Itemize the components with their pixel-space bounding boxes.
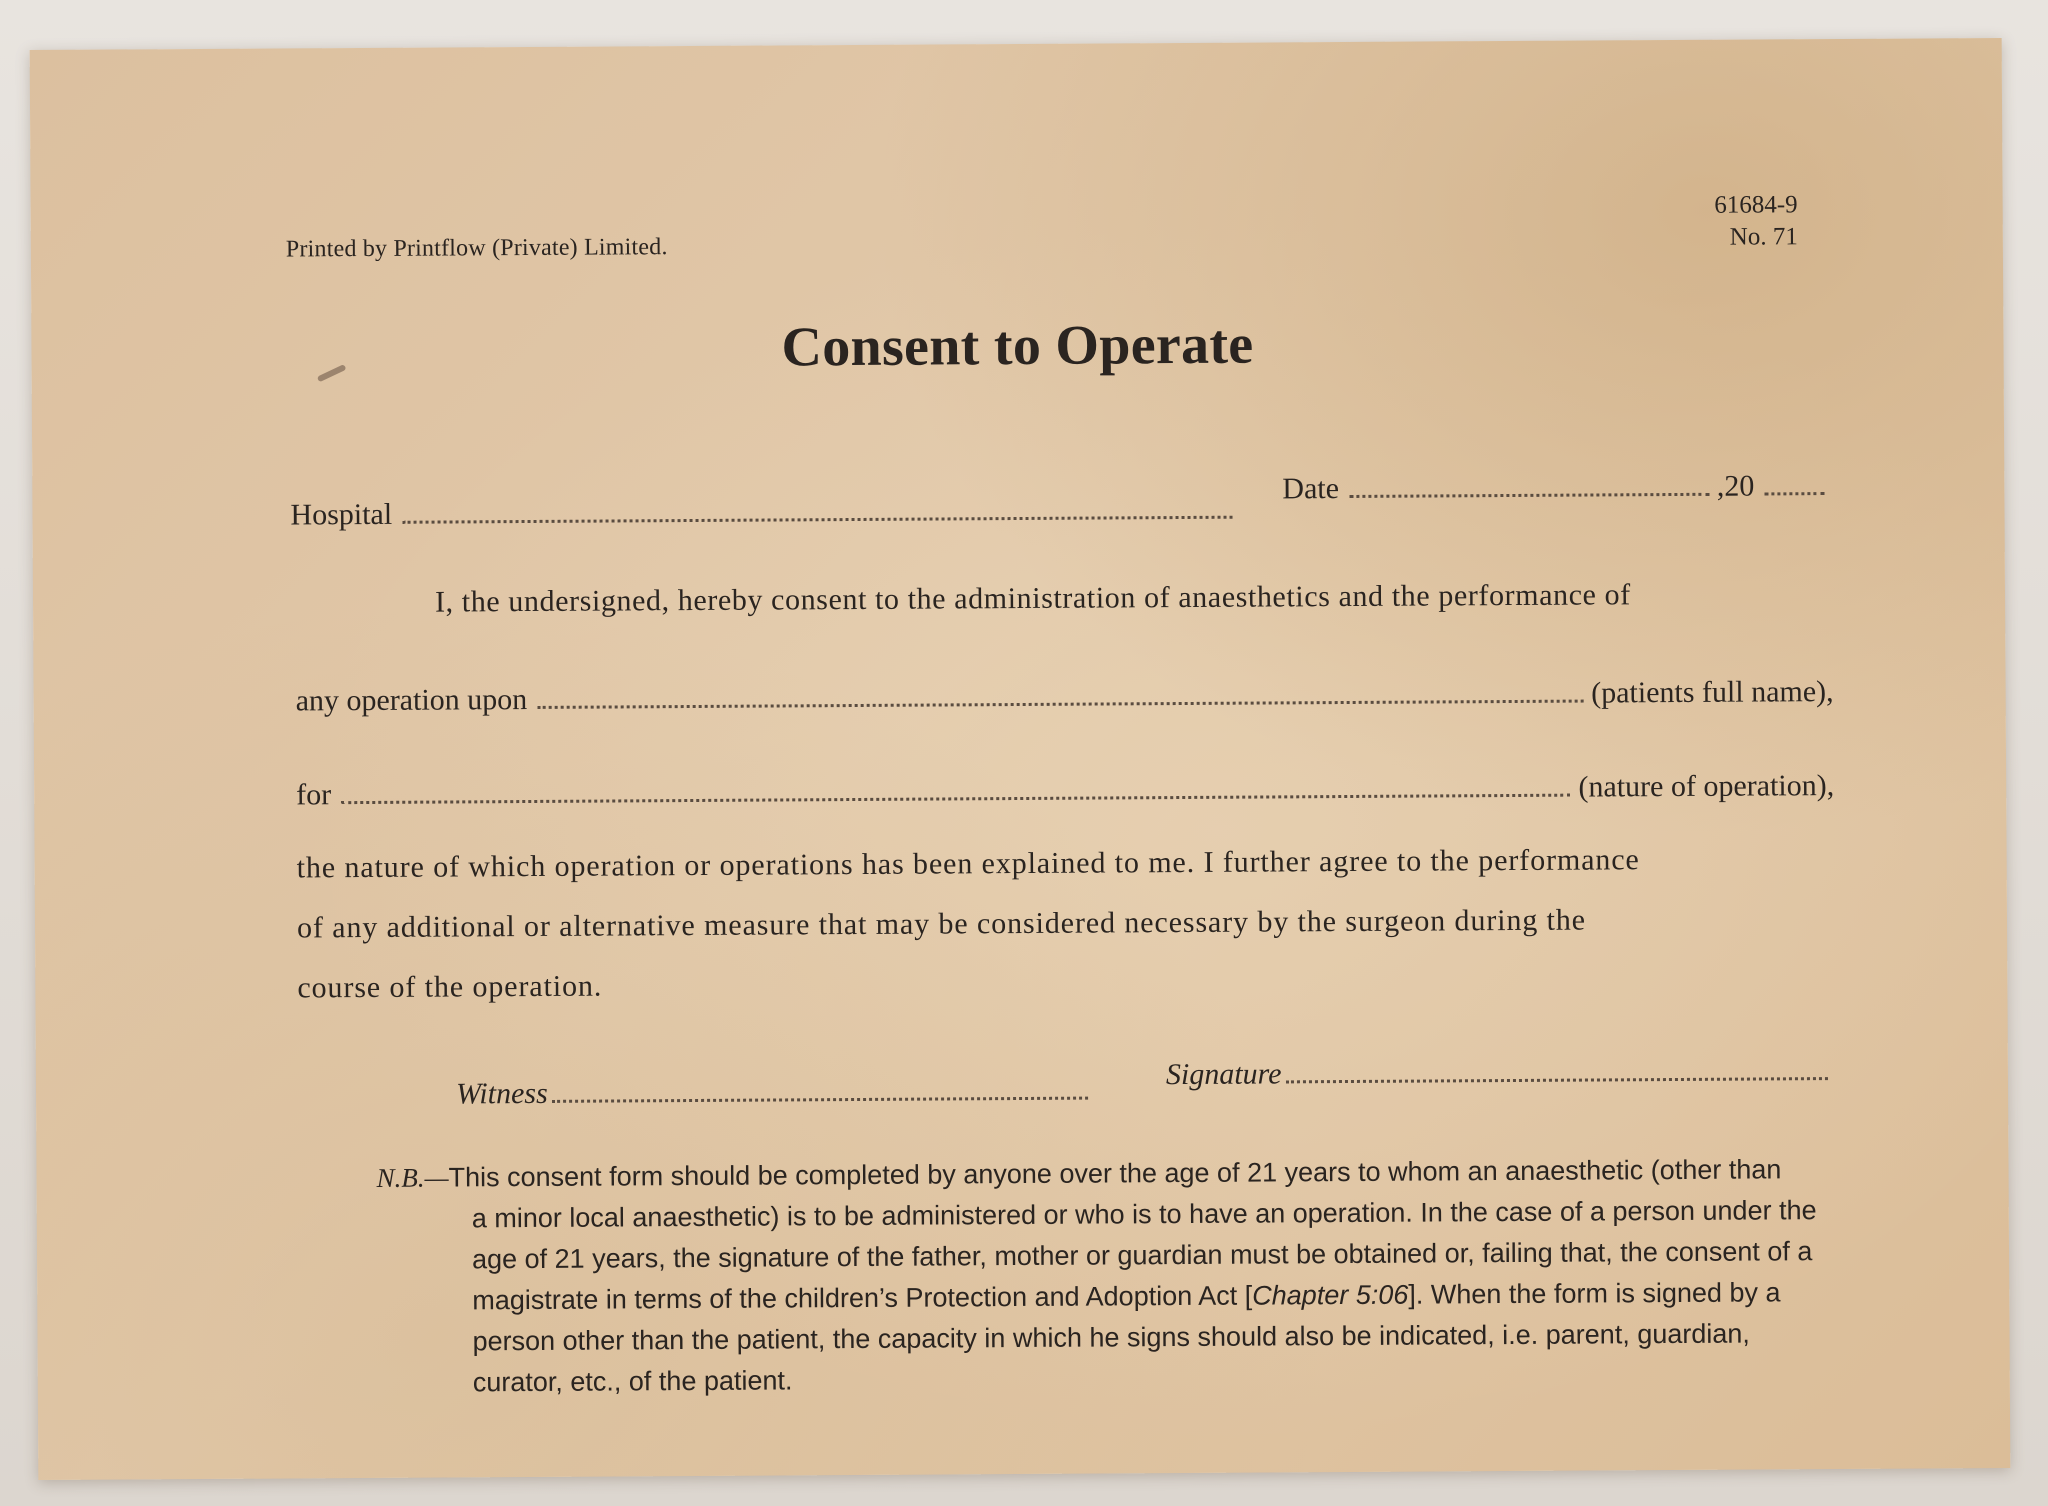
nb-prefix: N.B.— <box>376 1162 449 1193</box>
operation-nature-blank <box>341 792 1570 805</box>
nb-line: curator, etc., of the patient. <box>472 1365 793 1398</box>
nb-act-text: magistrate in terms of the children’s Protection and Adoption Act [ <box>472 1280 1253 1316</box>
form-code: 61684-9 <box>1714 191 1798 219</box>
date-blank <box>1349 491 1709 498</box>
signature-field <box>1166 1054 1836 1092</box>
body-line: the nature of which operation or operations has been explained to me. I further agree to the performance <box>296 843 1640 885</box>
date-year-label: ,20 <box>1716 469 1755 503</box>
patient-name-blank <box>537 698 1583 709</box>
date-field <box>1282 469 1832 506</box>
year-blank <box>1764 490 1824 495</box>
operation-nature-field <box>296 769 1834 812</box>
form-title: Consent to Operate <box>781 313 1254 379</box>
nature-hint: (nature of operation), <box>1578 769 1835 804</box>
witness-blank <box>552 1095 1088 1103</box>
hospital-blank <box>402 514 1232 524</box>
hospital-field <box>290 493 1240 533</box>
form-number: No. 71 <box>1729 223 1798 251</box>
nb-act-text-end: ]. When the form is signed by a <box>1408 1277 1781 1310</box>
body-line: course of the operation. <box>297 969 603 1005</box>
nb-line: This consent form should be completed by anyone over the age of 21 years to whom an anaesthetic (other than <box>448 1154 1782 1193</box>
nb-chapter: Chapter 5:06 <box>1252 1279 1409 1311</box>
nb-line: age of 21 years, the signature of the father, mother or guardian must be obtained or, failing that, the consent of a <box>471 1236 1813 1275</box>
consent-body <box>296 829 1835 1018</box>
patient-name-hint: (patients full name), <box>1591 675 1834 710</box>
nb-line: a minor local anaesthetic) is to be administered or who is to have an operation. In the case of a person under the <box>471 1195 1817 1234</box>
signature-blank <box>1286 1075 1828 1083</box>
operation-upon-label: any operation upon <box>295 683 528 718</box>
consent-form-paper <box>30 38 2011 1480</box>
witness-label: Witness <box>455 1076 548 1111</box>
printer-credit: Printed by Printflow (Private) Limited. <box>285 234 668 263</box>
consent-intro: I, the undersigned, hereby consent to the administration of anaesthetics and the performance of <box>434 578 1631 619</box>
form-code-block <box>1714 189 1798 254</box>
nb-line: person other than the patient, the capacity in which he signs should also be indicated, i.e. parent, guardian, <box>472 1318 1750 1357</box>
patient-name-field <box>296 675 1834 718</box>
signature-label: Signature <box>1165 1057 1282 1092</box>
witness-field <box>456 1074 1096 1112</box>
date-label: Date <box>1282 472 1340 506</box>
hospital-label: Hospital <box>290 497 393 532</box>
for-label: for <box>296 778 332 812</box>
nota-bene <box>376 1149 1847 1404</box>
body-line: of any additional or alternative measure that may be considered necessary by the surgeon during the <box>296 903 1587 945</box>
